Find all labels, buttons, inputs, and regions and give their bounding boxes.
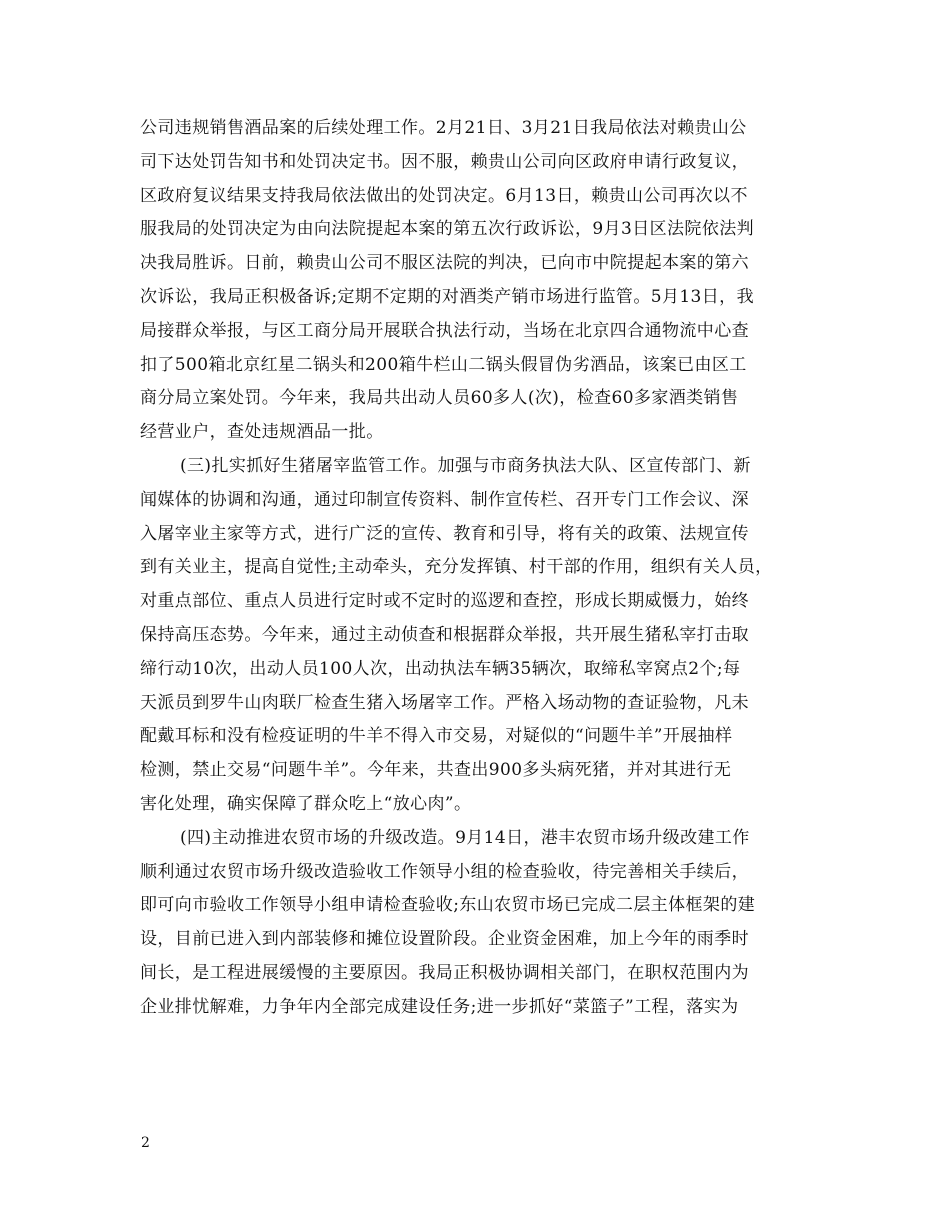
text-line: 害化处理，确实保障了群众吃上“放心肉”。 — [140, 793, 472, 814]
text-line: 扣了500箱北京红星二锅头和200箱牛栏山二锅头假冒伪劣酒品，该案已由区工 — [140, 354, 747, 375]
text-line: 服我局的处罚决定为由向法院提起本案的第五次行政诉讼，9月3日区法院依法判 — [140, 219, 755, 240]
text-line: 闻媒体的协调和沟通，通过印制宣传资料、制作宣传栏、召开专门工作会议、深 — [140, 489, 749, 510]
text-line: 检测，禁止交易“问题牛羊”。今年来，共查出900多头病死猪，并对其进行无 — [140, 760, 732, 781]
text-line: 设，目前已进入到内部装修和摊位设置阶段。企业资金困难，加上今年的雨季时 — [140, 929, 749, 950]
text-line: 次诉讼，我局正积极备诉;定期不定期的对酒类产销市场进行监管。5月13日，我 — [140, 286, 754, 307]
text-line: 配戴耳标和没有检疫证明的牛羊不得入市交易，对疑似的“问题牛羊”开展抽样 — [140, 726, 733, 747]
text-line: 保持高压态势。今年来，通过主动侦查和根据群众举报，共开展生猪私宰打击取 — [140, 624, 749, 645]
text-line: 经营业户，查处违规酒品一批。 — [140, 422, 384, 443]
text-line: 入屠宰业主家等方式，进行广泛的宣传、教育和引导，将有关的政策、法规宣传 — [140, 523, 749, 544]
text-line: 司下达处罚告知书和处罚决定书。因不服，赖贵山公司向区政府申请行政复议， — [140, 151, 749, 172]
text-line: 公司违规销售酒品案的后续处理工作。2月21日、3月21日我局依法对赖贵山公 — [140, 118, 747, 138]
text-line: 缔行动10次，出动人员100人次，出动执法车辆35辆次，取缔私宰窝点2个;每 — [140, 658, 741, 679]
text-line: (四)主动推进农贸市场的升级改造。9月14日，港丰农贸市场升级改建工作 — [180, 827, 750, 848]
text-line: 对重点部位、重点人员进行定时或不定时的巡逻和查控，形成长期威慑力，始终 — [140, 591, 749, 612]
text-line: 间长，是工程进展缓慢的主要原因。我局正积极协调相关部门，在职权范围内为 — [140, 962, 749, 983]
text-line: 区政府复议结果支持我局依法做出的处罚决定。6月13日，赖贵山公司再次以不 — [140, 185, 748, 206]
text-line: 到有关业主，提高自觉性;主动牵头，充分发挥镇、村干部的作用，组织有关人员， — [140, 557, 773, 578]
text-line: 局接群众举报，与区工商分局开展联合执法行动，当场在北京四合通物流中心查 — [140, 320, 749, 341]
text-line: 企业排忧解难，力争年内全部完成建设任务;进一步抓好“菜篮子”工程，落实为 — [140, 996, 739, 1017]
text-line: (三)扎实抓好生猪屠宰监管工作。加强与市商务执法大队、区宣传部门、新 — [180, 455, 751, 476]
text-line: 即可向市验收工作领导小组申请检查验收;东山农贸市场已完成二层主体框架的建 — [140, 895, 756, 916]
text-line: 顺利通过农贸市场升级改造验收工作领导小组的检查验收，待完善相关手续后， — [140, 861, 749, 882]
body-text — [140, 112, 820, 1025]
text-line: 商分局立案处罚。今年来，我局共出动人员60多人(次)，检查60多家酒类销售 — [140, 388, 739, 409]
text-line: 决我局胜诉。日前，赖贵山公司不服区法院的判决，已向市中院提起本案的第六 — [140, 253, 749, 274]
text-line: 天派员到罗牛山肉联厂检查生猪入场屠宰工作。严格入场动物的查证验物，凡未 — [140, 692, 749, 713]
page-number: 2 — [141, 1135, 150, 1151]
